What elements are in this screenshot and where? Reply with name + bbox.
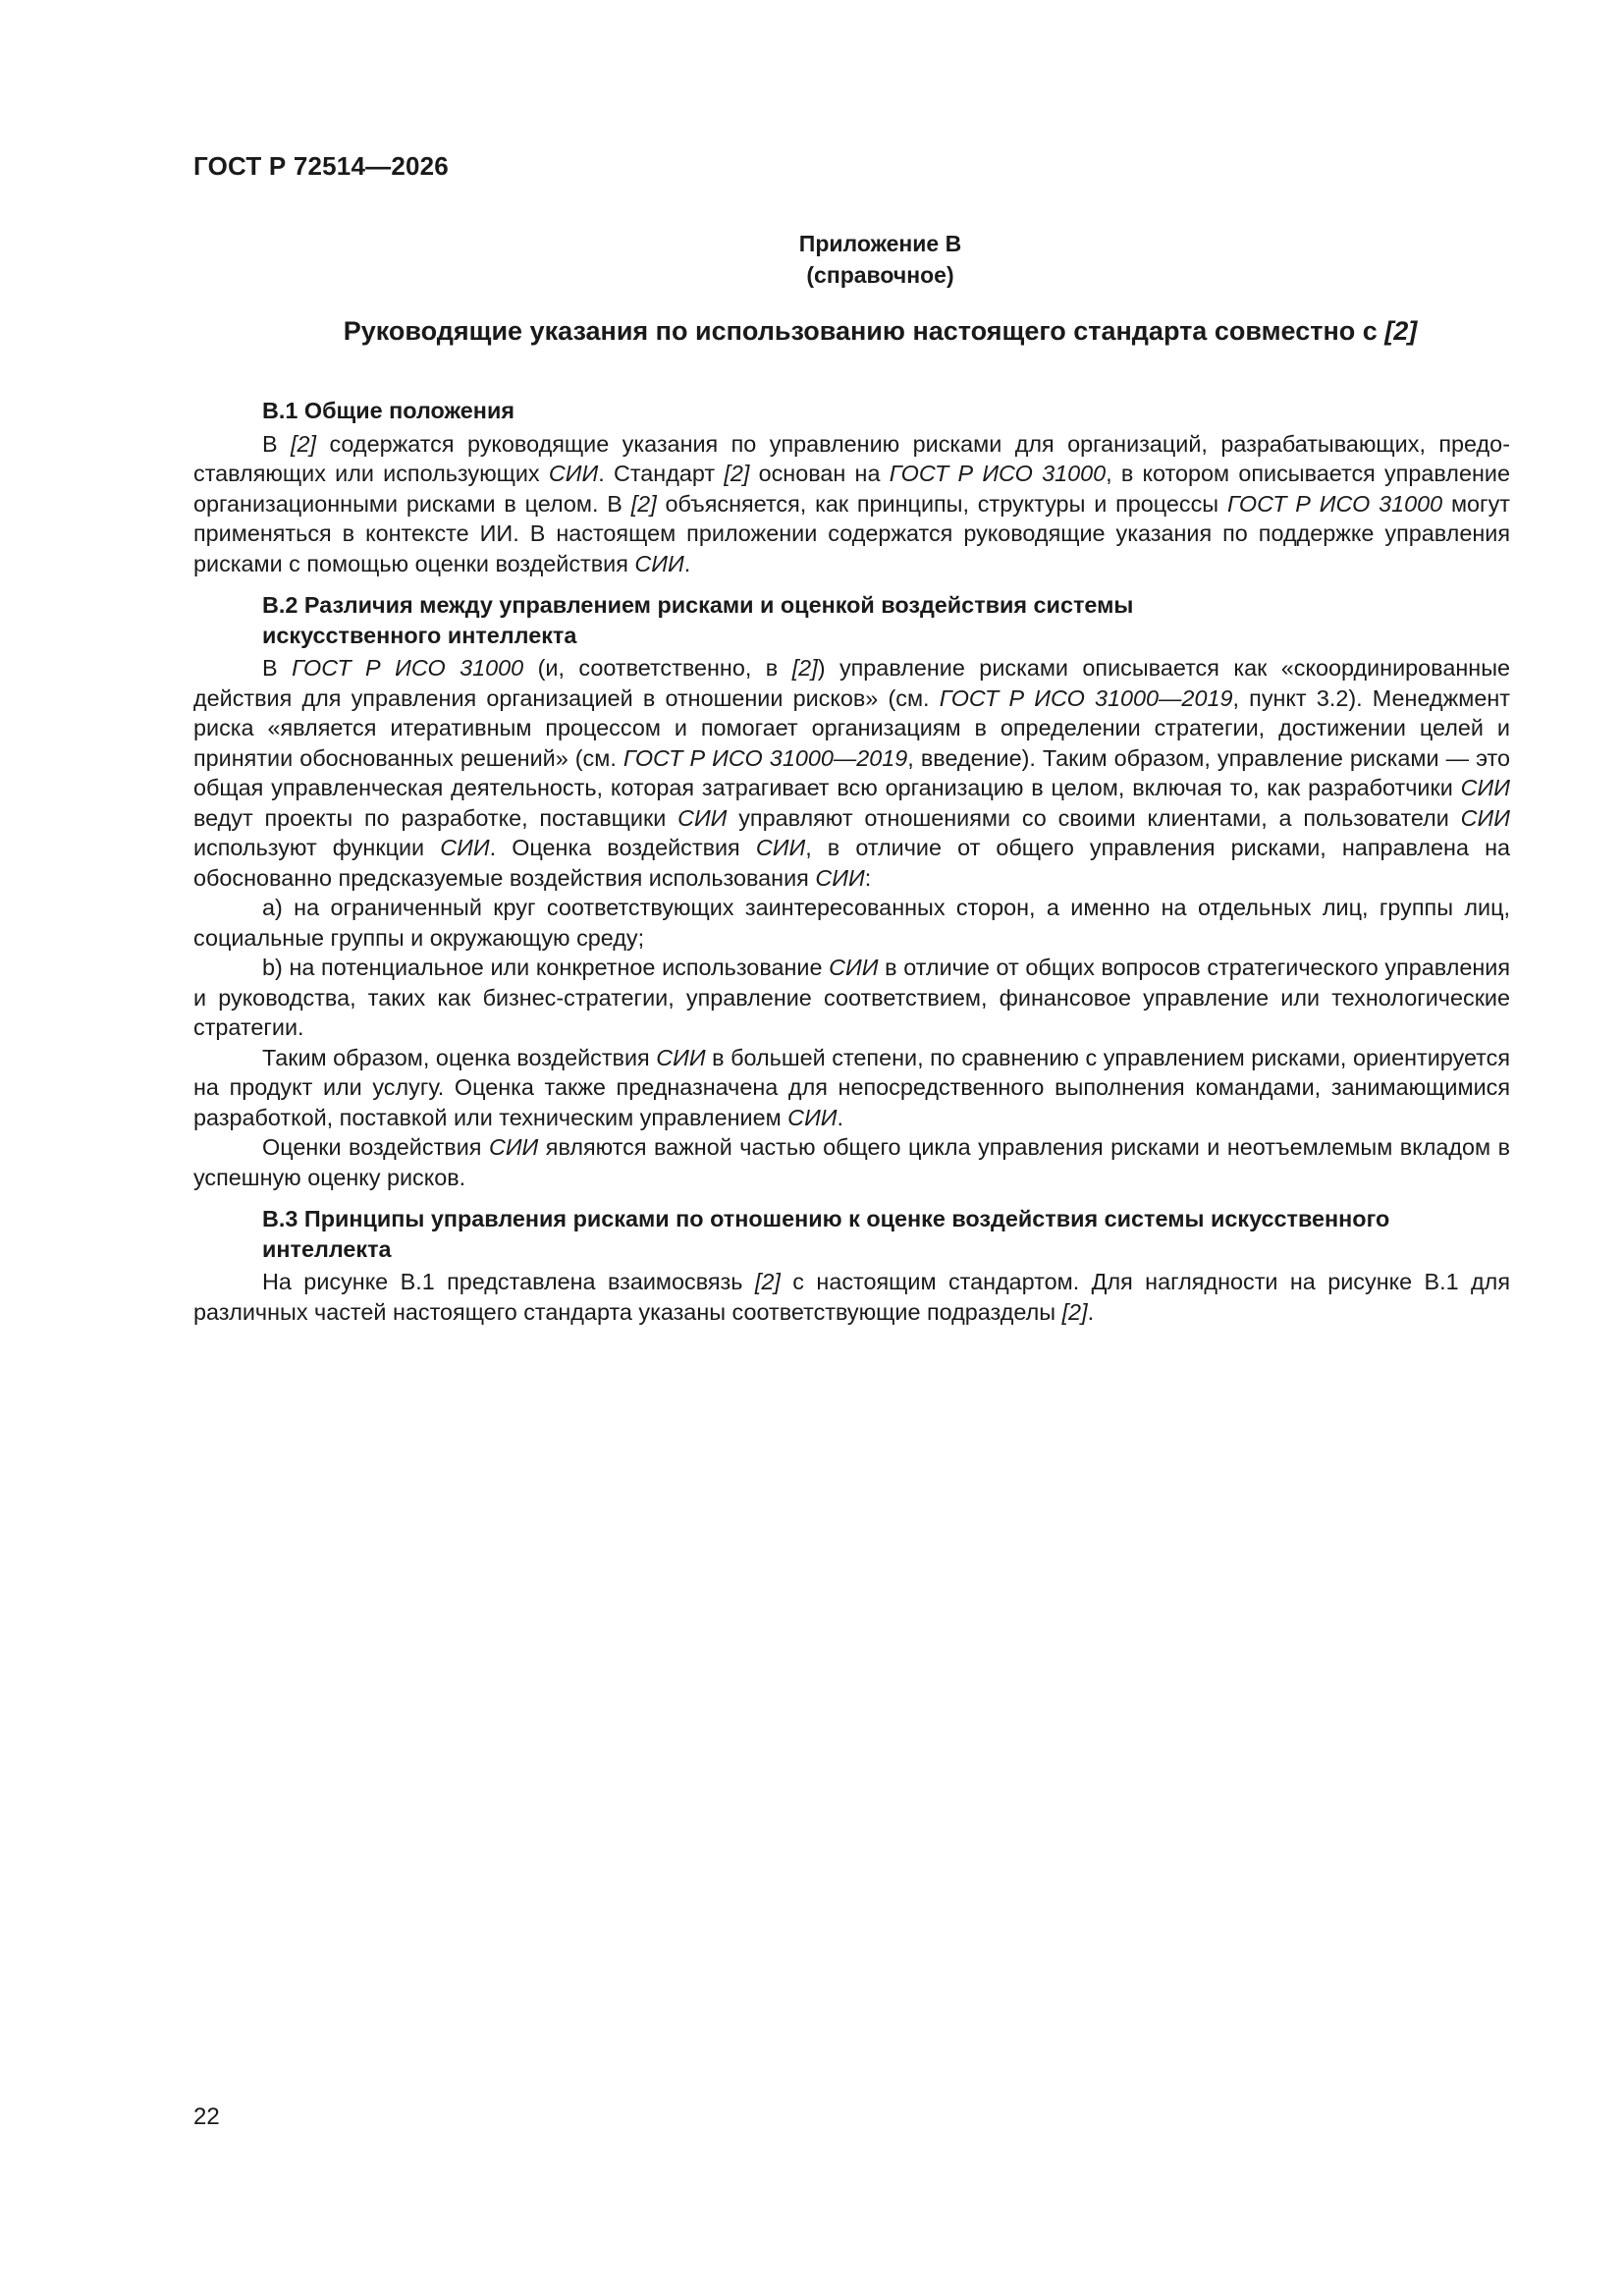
- annex-main-title: Руководящие указания по использованию настоящего стандарта совместно с [2]: [343, 316, 1418, 346]
- document-body: [193, 396, 1510, 1327]
- paragraph: В ГОСТ Р ИСО 31000 (и, соответственно, в [2]) управление рисками описывается как «скоординированные действия для управления организацией в отношении рисков» (см. ГОСТ Р ИСО 31000—2019, пункт 3.2). Менеджмент риска «является итеративным процессом и помогает организациям в определении стратегии, достижении целей и принятии обоснованных решений» (см. ГОСТ Р ИСО 31000—2019, введение). Таким образом, управление рисками — это общая управленческая деятельность, которая затрагивает всю организацию в целом, включая то, как разработчики СИИ ведут проекты по разработке, поставщики СИИ управляют отношениями со своими клиентами, а пользователи СИИ используют функции СИИ. Оценка воздействия СИИ, в отличие от общего управления рисками, направлена на обоснованно предсказуемые воздействия использования СИИ:: [193, 655, 1511, 891]
- list-item-a: а) на ограниченный круг соответствующих заинтересованных сторон, а именно на отдельных лиц, группы лиц, социальные группы и окружающую среду;: [193, 895, 1510, 951]
- annex-heading: [0, 228, 1623, 291]
- reference: [2]: [1384, 316, 1418, 346]
- paragraph: В [2] содержатся руководящие указания по управлению рисками для организаций, разрабатывающих, предоставляющих или использующих СИИ. Стандарт [2] основан на ГОСТ Р ИСО 31000, в котором описывается управление организационными рисками в целом. В [2] объясняется, как принципы, структуры и процессы ГОСТ Р ИСО 31000 могут применяться в контексте ИИ. В настоящем приложении содержатся руководящие указания по поддержке управления рисками с помощью оценки воздействия СИИ.: [193, 430, 1510, 576]
- section-heading-b2: В.2 Различия между управлением рисками и оценкой воздействия системы искусственного интеллекта: [262, 592, 1134, 648]
- list-item-b: b) на потенциальное или конкретное использование СИИ в отличие от общих вопросов стратегического управления и руководства, таких как бизнес-стратегии, управление соответствием, финансовое управление или технологические стратегии.: [193, 955, 1510, 1040]
- page-number: 22: [193, 2104, 220, 2130]
- section-heading-b1: В.1 Общие положения: [262, 398, 514, 423]
- document-code: ГОСТ Р 72514—2026: [193, 151, 449, 181]
- paragraph: Оценки воздействия СИИ являются важной частью общего цикла управления рисками и неотъемлемым вкладом в успешную оценку рисков.: [193, 1134, 1510, 1190]
- annex-kind: (справочное): [806, 262, 954, 288]
- paragraph: На рисунке В.1 представлена взаимосвязь [2] с настоящим стандартом. Для наглядности на рисунке В.1 для различных частей настоящего стандарта указаны соответствующие подразделы [2].: [193, 1269, 1510, 1325]
- section-heading-b3: В.3 Принципы управления рисками по отношению к оценке воздействия системы искусственного интеллекта: [262, 1206, 1390, 1262]
- annex-title: Приложение В: [798, 231, 962, 256]
- paragraph: Таким образом, оценка воздействия СИИ в большей степени, по сравнению с управлением рисками, ориентируется на продукт или услугу. Оценка также предназначена для непосредственного выполнения командами, занимающимися разработкой, поставкой или техническим управлением СИИ.: [193, 1044, 1510, 1130]
